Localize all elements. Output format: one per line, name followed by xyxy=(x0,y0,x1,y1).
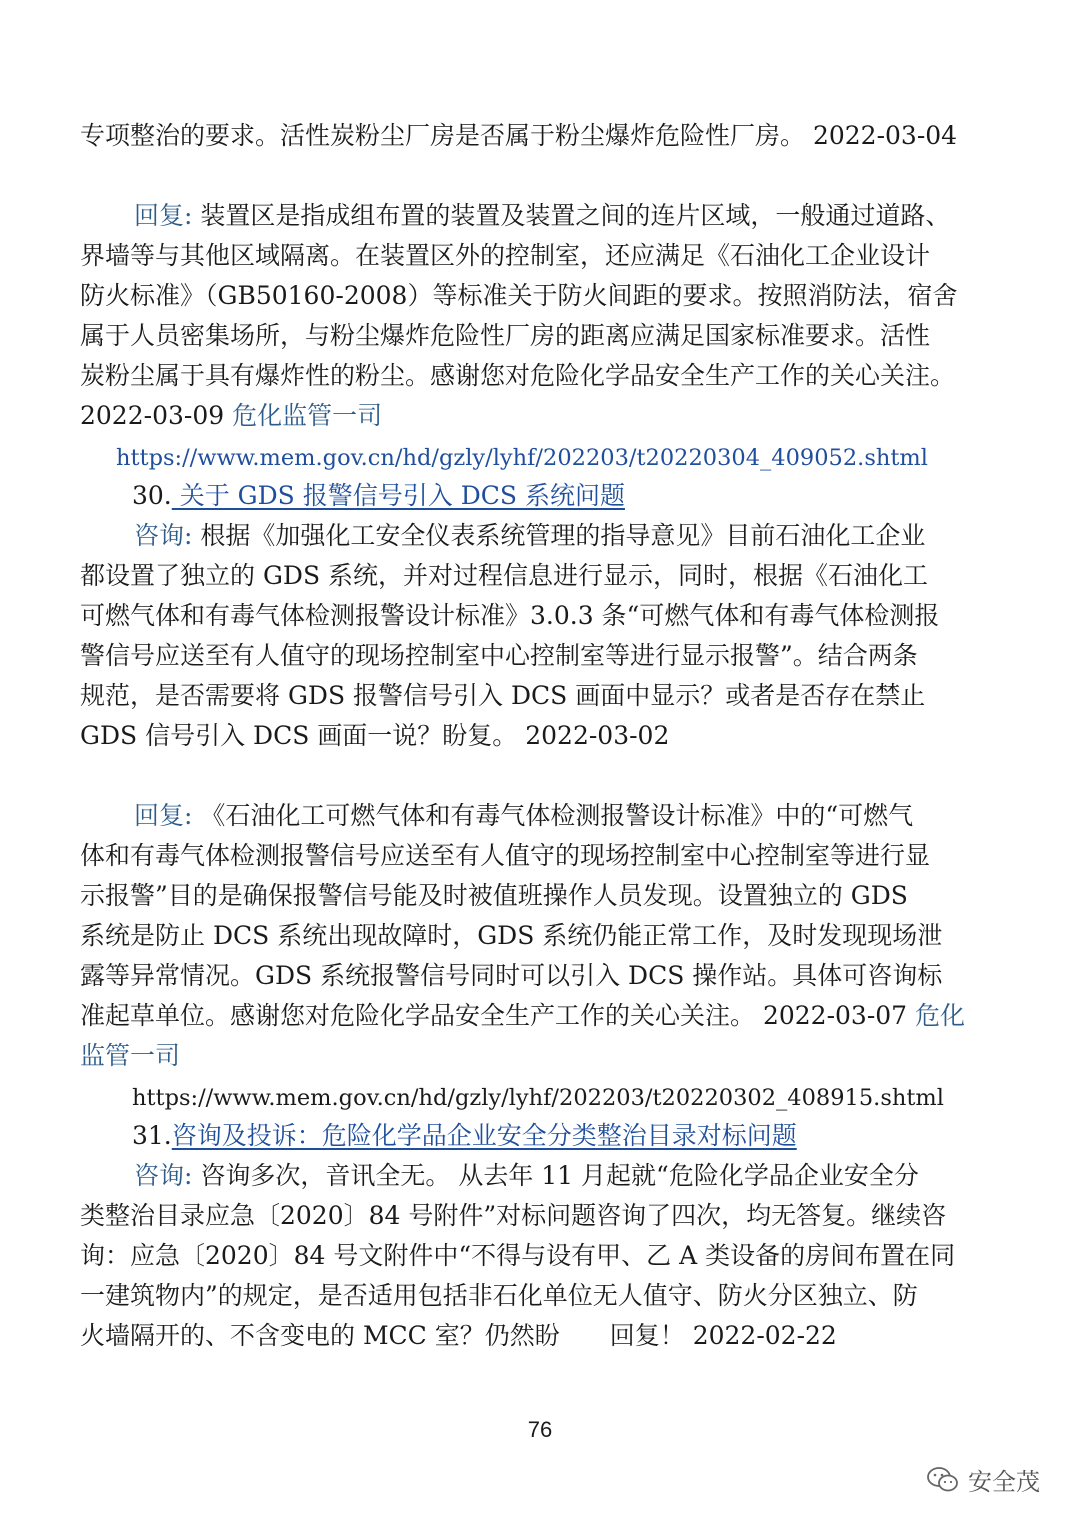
account-watermark xyxy=(926,1462,1040,1497)
consult-text: 咨询多次，音讯全无。 从去年 11 月起就“危险化学品企业安全分 xyxy=(192,1161,919,1190)
text-line: 警信号应送至有人值守的现场控制室中心控制室等进行显示报警”。结合两条 xyxy=(80,641,918,670)
text-line: 界墙等与其他区域隔离。在装置区外的控制室，还应满足《石油化工企业设计 xyxy=(80,241,931,270)
consult-first-line xyxy=(134,517,1059,555)
heading-number: 31. xyxy=(132,1121,172,1150)
heading-link[interactable]: 关于 GDS 报警信号引入 DCS 系统问题 xyxy=(171,481,625,510)
text-line: 类整治目录应急〔2020〕84 号附件”对标问题咨询了四次，均无答复。继续咨 xyxy=(80,1201,947,1230)
source-url-link[interactable]: https://www.mem.gov.cn/hd/gzly/lyhf/202203/t20220304_409052.shtml xyxy=(116,445,928,471)
consult-first-line xyxy=(134,1157,1059,1195)
reply-first-line xyxy=(134,197,1059,235)
text-line: 专项整治的要求。活性炭粉尘厂房是否属于粉尘爆炸危险性厂房。 2022-03-04 xyxy=(80,121,958,150)
reply-department: 危化 xyxy=(907,1001,966,1030)
reply-signature-line xyxy=(80,997,1005,1035)
reply-text: 《石油化工可燃气体和有毒气体检测报警设计标准》中的“可燃气 xyxy=(192,801,914,830)
text-line: 火墙隔开的、不含变电的 MCC 室？仍然盼 回复！ 2022-02-22 xyxy=(80,1321,837,1350)
reply-signature xyxy=(80,397,1005,435)
reply-text: 准起草单位。感谢您对危险化学品安全生产工作的关心关注。 2022-03-07 xyxy=(80,1001,908,1030)
reply-text: 装置区是指成组布置的装置及装置之间的连片区域，一般通过道路、 xyxy=(192,201,951,230)
consult-text: 根据《加强化工安全仪表系统管理的指导意见》目前石油化工企业 xyxy=(192,521,926,550)
text-line: 规范，是否需要将 GDS 报警信号引入 DCS 画面中显示？或者是否存在禁止 xyxy=(80,681,926,710)
text-line: 示报警”目的是确保报警信号能及时被值班操作人员发现。设置独立的 GDS xyxy=(80,881,908,910)
text-line: 一建筑物内”的规定，是否适用包括非石化单位无人值守、防火分区独立、防 xyxy=(80,1281,918,1310)
text-line: 系统是防止 DCS 系统出现故障时，GDS 系统仍能正常工作，及时发现现场泄 xyxy=(80,921,943,950)
section-heading-30 xyxy=(132,477,625,515)
reply-department-continued: 监管一司 xyxy=(80,1041,181,1070)
heading-link[interactable]: 咨询及投诉：危险化学品企业安全分类整治目录对标问题 xyxy=(171,1121,797,1150)
text-line: 体和有毒气体检测报警信号应送至有人值守的现场控制室中心控制室等进行显 xyxy=(80,841,931,870)
consult-label: 咨询: xyxy=(134,1161,193,1190)
text-line: 询：应急〔2020〕84 号文附件中“不得与设有甲、乙 A 类设备的房间布置在同 xyxy=(80,1241,956,1270)
source-url-link[interactable]: https://www.mem.gov.cn/hd/gzly/lyhf/202203/t20220302_408915.shtml xyxy=(132,1085,944,1111)
consult-label: 咨询: xyxy=(134,521,193,550)
reply-date: 2022-03-09 xyxy=(80,401,225,430)
watermark-text: 安全茂 xyxy=(968,1468,1040,1496)
wechat-icon xyxy=(926,1466,960,1494)
reply-department: 危化监管一司 xyxy=(224,401,383,430)
reply-label: 回复: xyxy=(134,801,193,830)
section-heading-31 xyxy=(132,1117,797,1155)
text-line: 都设置了独立的 GDS 系统，并对过程信息进行显示，同时，根据《石油化工 xyxy=(80,561,929,590)
reply-label: 回复: xyxy=(134,201,193,230)
text-line: 防火标准》（GB50160-2008）等标准关于防火间距的要求。按照消防法，宿舍 xyxy=(80,281,958,310)
text-line: 属于人员密集场所，与粉尘爆炸危险性厂房的距离应满足国家标准要求。活性 xyxy=(80,321,931,350)
text-line: 露等异常情况。GDS 系统报警信号同时可以引入 DCS 操作站。具体可咨询标 xyxy=(80,961,943,990)
text-line: 可燃气体和有毒气体检测报警设计标准》3.0.3 条“可燃气体和有毒气体检测报 xyxy=(80,601,940,630)
text-line: GDS 信号引入 DCS 画面一说？盼复。 2022-03-02 xyxy=(80,721,670,750)
page-number: 76 xyxy=(527,1417,553,1442)
reply-first-line xyxy=(134,797,1059,835)
heading-number: 30. xyxy=(132,481,172,510)
text-line: 炭粉尘属于具有爆炸性的粉尘。感谢您对危险化学品安全生产工作的关心关注。 xyxy=(80,361,956,390)
